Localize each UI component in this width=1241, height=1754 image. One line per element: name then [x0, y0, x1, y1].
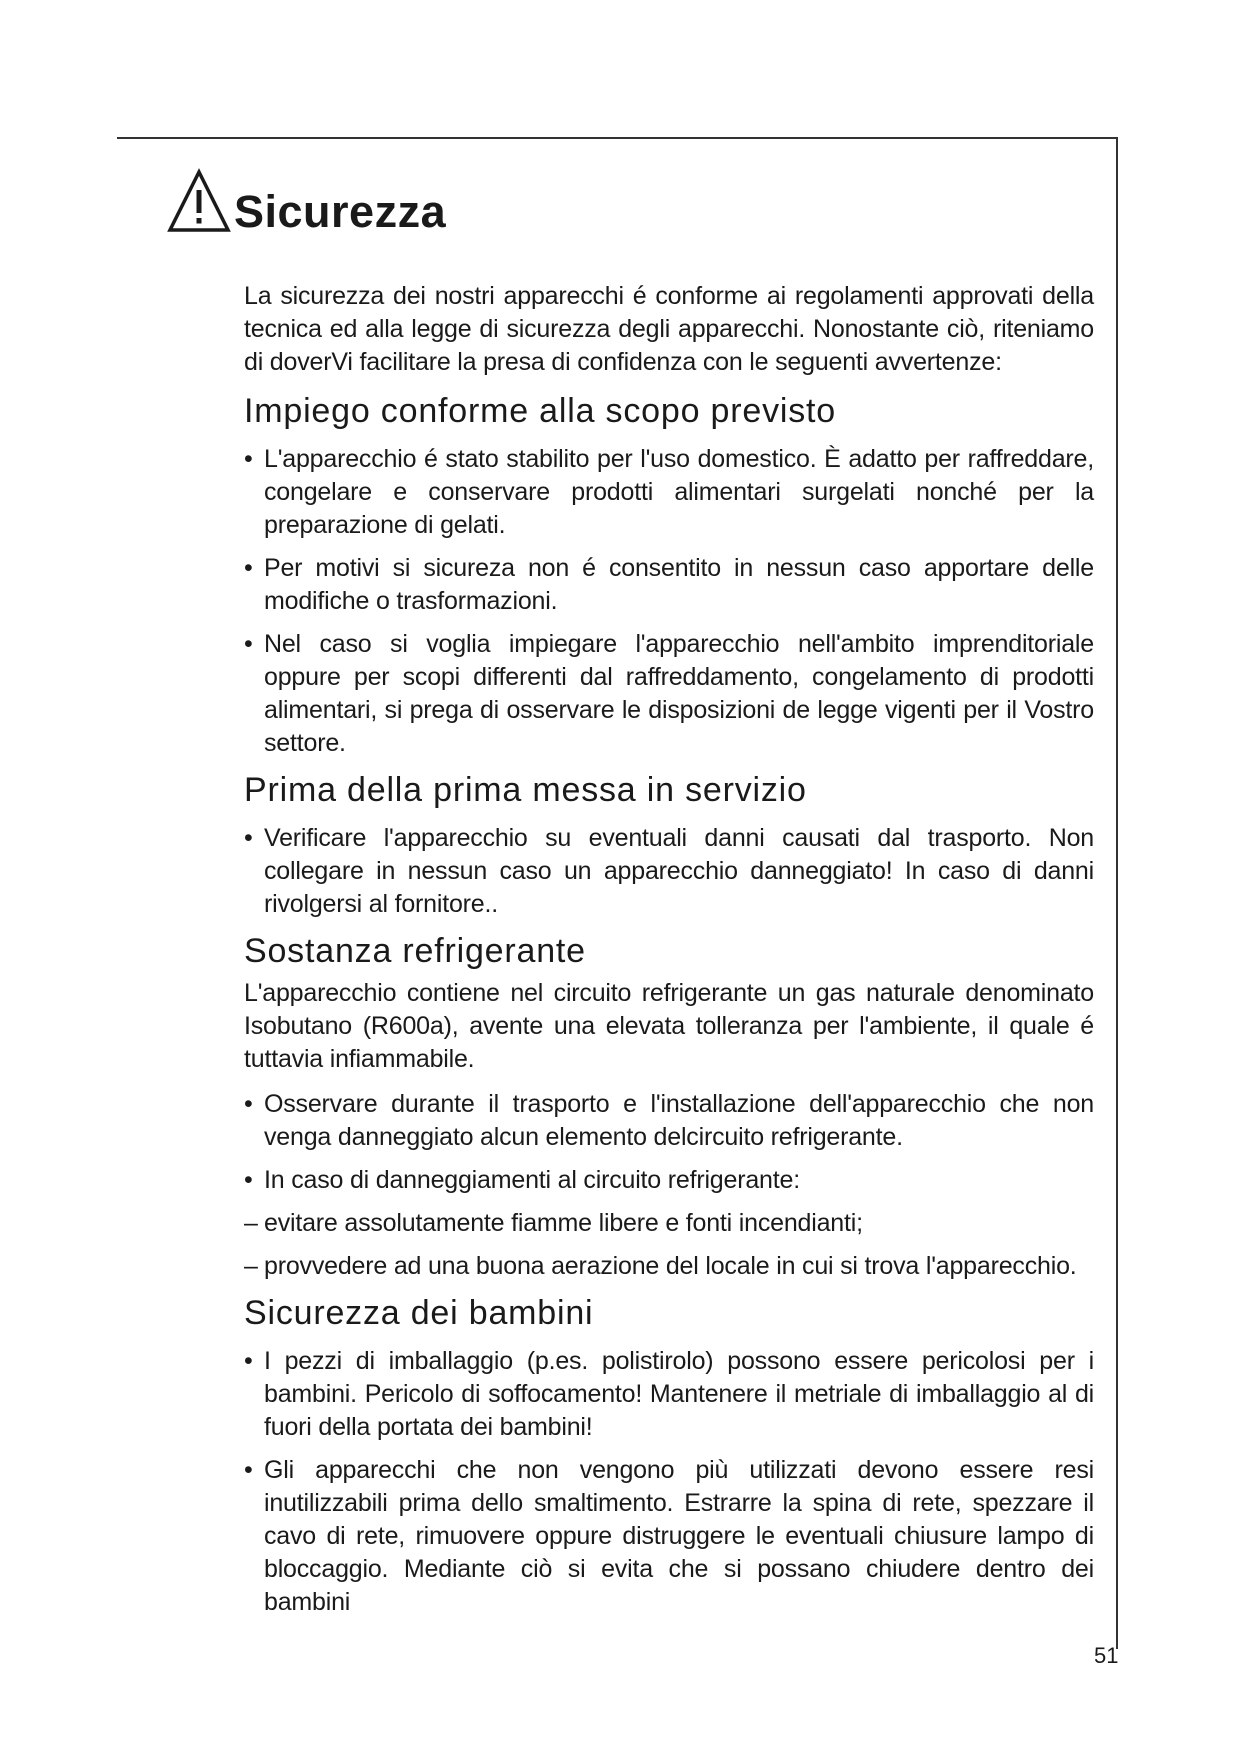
refrigerant-paragraph: L'apparecchio contiene nel circuito refrigerante un gas naturale denominato Isobutano (R600a), avente una elevata tolleranza per l'ambiente, il quale é tuttavia infiammabile. — [244, 979, 1094, 1073]
page-title: Sicurezza — [234, 186, 447, 237]
list-item: – provvedere ad una buona aerazione del locale in cui si trova l'apparecchio. — [244, 1250, 1094, 1283]
list-item: • Verificare l'apparecchio su eventuali danni causati dal trasporto. Non collegare in nessun caso un apparecchio danneggiato! In caso di danni rivolgersi al fornitore.. — [244, 822, 1094, 921]
bullet-list-sostanza — [244, 1088, 1094, 1197]
page-number: 51 — [1094, 1643, 1119, 1668]
list-item: – evitare assolutamente fiamme libere e fonti incendianti; — [244, 1207, 1094, 1240]
warning-triangle-icon — [166, 168, 232, 234]
top-rule — [117, 137, 1117, 139]
side-rule — [1116, 137, 1118, 1649]
bullet-list-impiego — [244, 443, 1094, 760]
list-item: • Per motivi si sicureza non é consentito in nessun caso apportare delle modifiche o trasformazioni. — [244, 552, 1094, 618]
section-heading-bambini: Sicurezza dei bambini — [244, 1294, 594, 1332]
dash-list-sostanza — [244, 1207, 1094, 1283]
section-heading-prima: Prima della prima messa in servizio — [244, 771, 807, 809]
list-item: • Osservare durante il trasporto e l'installazione dell'apparecchio che non venga danneggiato alcun elemento delcircuito refrigerante. — [244, 1088, 1094, 1154]
bullet-list-bambini — [244, 1345, 1094, 1619]
list-item: • Nel caso si voglia impiegare l'apparecchio nell'ambito imprenditoriale oppure per scopi differenti dal raffreddamento, congelamento di prodotti alimentari, si prega di osservare le disposizioni de legge vigenti per il Vostro settore. — [244, 628, 1094, 760]
list-item: • I pezzi di imballaggio (p.es. polistirolo) possono essere pericolosi per i bambini. Pericolo di soffocamento! Mantenere il metriale di imballaggio al di fuori della portata dei bambini! — [244, 1345, 1094, 1444]
section-heading-sostanza: Sostanza refrigerante — [244, 932, 586, 970]
title-block — [166, 168, 447, 237]
section-heading-impiego: Impiego conforme alla scopo previsto — [244, 392, 836, 430]
list-item: • In caso di danneggiamenti al circuito refrigerante: — [244, 1164, 1094, 1197]
content — [244, 280, 1094, 1629]
intro-paragraph: La sicurezza dei nostri apparecchi é conforme ai regolamenti approvati della tecnica ed alla legge di sicurezza degli apparecchi. Nonostante ciò, riteniamo di doverVi facilitare la presa di confidenza con le seguenti avvertenze: — [244, 282, 1094, 376]
list-item: • L'apparecchio é stato stabilito per l'uso domestico. È adatto per raffreddare, congelare e conservare prodotti alimentari surgelati nonché per la preparazione di gelati. — [244, 443, 1094, 542]
list-item: • Gli apparecchi che non vengono più utilizzati devono essere resi inutilizzabili prima dello smaltimento. Estrarre la spina di rete, spezzare il cavo di rete, rimuovere oppure distruggere le eventuali chiusure lampo di bloccaggio. Mediante ciò si evita che si possano chiudere dentro dei bambini — [244, 1454, 1094, 1619]
bullet-list-prima — [244, 822, 1094, 921]
